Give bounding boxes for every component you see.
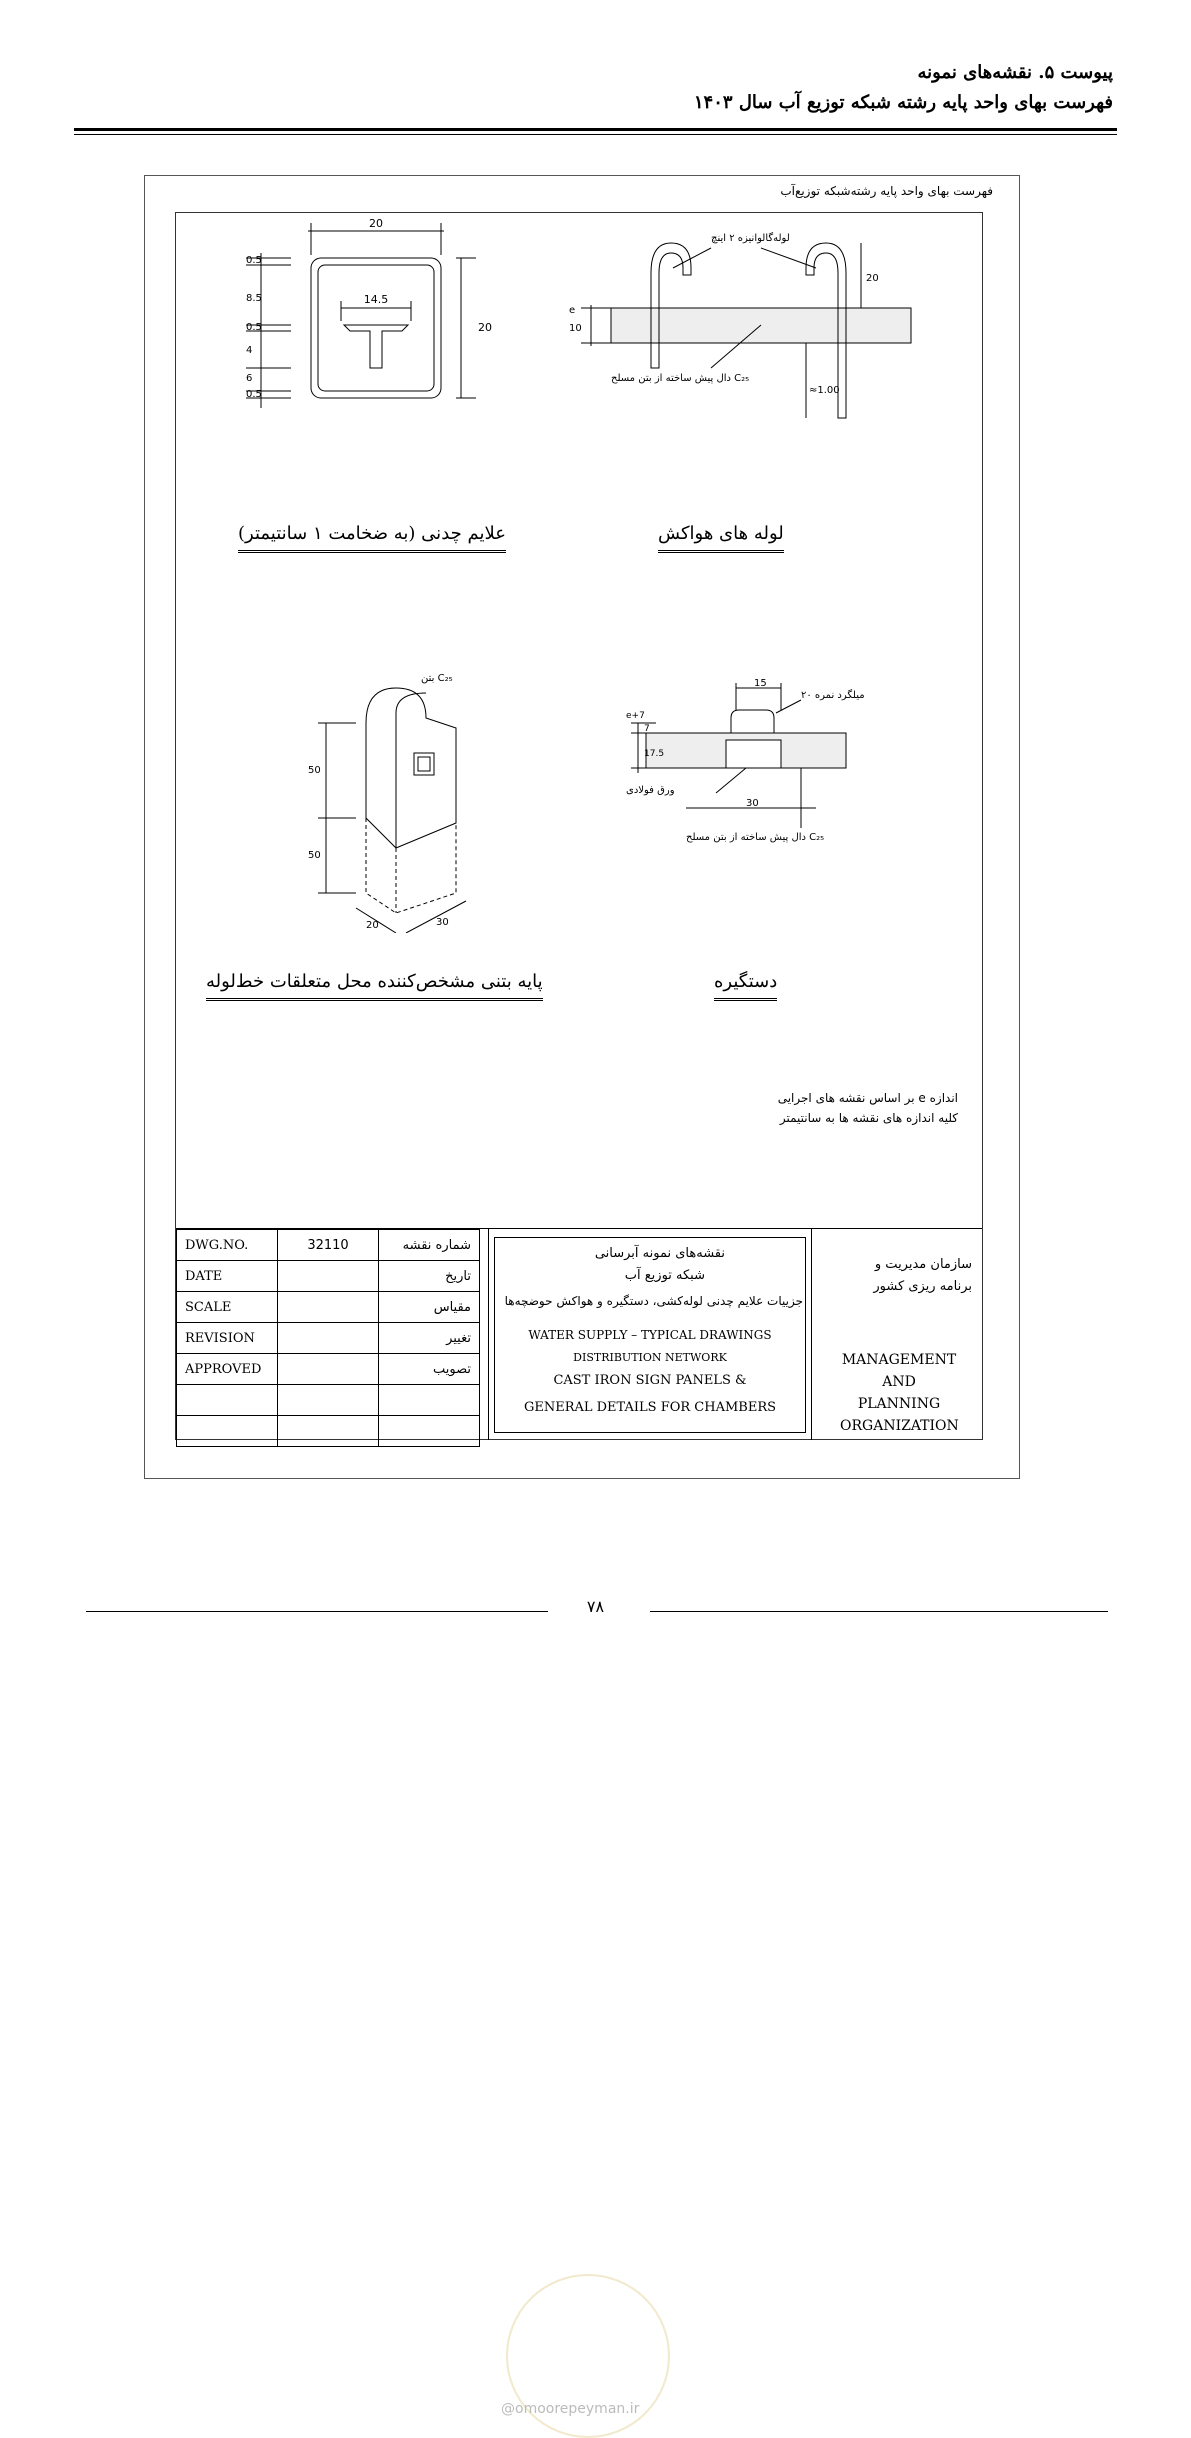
caption-concrete-post: پایه بتنی مشخص‌کننده محل متعلقات خط‌لوله <box>206 971 543 1001</box>
desc-en-3: CAST IRON SIGN PANELS & <box>553 1373 747 1388</box>
dim-sign-l3: 0.5 <box>246 322 262 333</box>
field-value <box>278 1323 379 1354</box>
note-e-dimension: اندازه e بر اساس نقشه های اجرایی <box>777 1091 958 1105</box>
label-rebar: میلگرد نمره ۲۰ <box>801 690 865 701</box>
vent-pipe-drawing <box>561 213 941 443</box>
header-line-2: فهرست بهای واحد پایه رشته شبکه توزیع آب سال ۱۴۰۳ <box>693 92 1113 113</box>
org-en: MANAGEMENT AND PLANNING ORGANIZATION <box>840 1352 959 1434</box>
sign-panel-drawing <box>216 213 526 433</box>
table-row <box>177 1416 480 1447</box>
field-label-fa: شماره نقشه <box>379 1230 480 1261</box>
field-value: 32110 <box>278 1230 379 1261</box>
dim-post-a: 20 <box>366 920 379 931</box>
dim-post-b: 30 <box>436 917 449 928</box>
dim-sign-h: 20 <box>478 321 492 334</box>
table-row <box>177 1385 480 1416</box>
handle-drawing <box>626 678 956 868</box>
field-value <box>278 1292 379 1323</box>
field-label-en: APPROVED <box>177 1354 278 1385</box>
label-slab-1: دال پیش ساخته از بتن مسلح C₂₅ <box>611 373 750 384</box>
organization-block <box>816 1229 982 1440</box>
org-fa-2: برنامه ریزی کشور <box>873 1279 972 1294</box>
table-row <box>177 1354 480 1385</box>
org-fa-1: سازمان مدیریت و <box>874 1257 972 1272</box>
page-header <box>694 58 1113 118</box>
dim-sign-l5: 6 <box>246 373 253 384</box>
dim-sign-l6: 0.5 <box>246 389 262 400</box>
page-number: ۷۸ <box>586 1597 605 1616</box>
desc-en-1: WATER SUPPLY – TYPICAL DRAWINGS <box>528 1328 772 1342</box>
field-label-fa: تصویب <box>379 1354 480 1385</box>
field-label-en: SCALE <box>177 1292 278 1323</box>
dim-vent-len: ≈1.00 <box>809 385 840 396</box>
field-label-en: DWG.NO. <box>177 1230 278 1261</box>
field-label-fa: تغییر <box>379 1323 480 1354</box>
dim-sign-w: 20 <box>369 217 383 230</box>
desc-en-4: GENERAL DETAILS FOR CHAMBERS <box>523 1400 777 1415</box>
desc-en-2: DISTRIBUTION NETWORK <box>573 1351 727 1364</box>
dim-sign-t: 14.5 <box>363 293 389 306</box>
dim-vent-e: e <box>569 305 576 316</box>
dim-vent-h: 20 <box>866 273 879 284</box>
field-label-fa: تاریخ <box>379 1261 480 1292</box>
table-row <box>177 1292 480 1323</box>
dim-sign-l4: 4 <box>246 345 253 356</box>
dim-vent-d: 10 <box>569 323 582 334</box>
watermark-text: @omoorepeyman.ir <box>501 2401 640 2417</box>
desc-fa-1: نقشه‌های نمونه آبرسانی <box>594 1246 725 1261</box>
concrete-post-drawing <box>296 633 526 933</box>
field-value <box>278 1261 379 1292</box>
dim-post-bot: 50 <box>308 850 321 861</box>
dim-sign-l2: 8.5 <box>246 293 262 304</box>
title-block-fields <box>176 1229 480 1447</box>
caption-handle: دستگیره <box>714 971 777 1001</box>
dim-handle-bot: 30 <box>746 798 759 809</box>
field-label-en: DATE <box>177 1261 278 1292</box>
header-rule-thin <box>74 134 1117 135</box>
field-label-fa: مقیاس <box>379 1292 480 1323</box>
table-row <box>177 1230 480 1261</box>
dim-handle-l2: 17.5 <box>644 749 665 759</box>
table-row <box>177 1261 480 1292</box>
label-concrete: بتن C₂₅ <box>421 673 453 684</box>
desc-fa-2: شبکه توزیع آب <box>624 1268 705 1283</box>
label-galv-pipe: لوله‌گالوانیزه ۲ اینچ <box>711 233 790 244</box>
table-row <box>177 1323 480 1354</box>
note-units: کلیه اندازه های نقشه ها به سانتیمتر <box>779 1111 958 1125</box>
dim-sign-l1: 0.5 <box>246 255 262 266</box>
dim-post-top: 50 <box>308 765 321 776</box>
dim-handle-l3: 7 <box>644 724 650 734</box>
dim-handle-top: 15 <box>754 678 767 689</box>
header-line-1: پیوست ۵. نقشه‌های نمونه <box>917 62 1113 83</box>
description-box <box>494 1237 806 1433</box>
sheet-title: فهرست بهای واحد پایه رشته‌شبکه توزیع‌آب <box>780 184 993 198</box>
desc-fa-3: جزییات علایم چدنی لوله‌کشی، دستگیره و هواکش حوضچه‌ها <box>504 1294 803 1308</box>
drawing-description <box>488 1229 812 1440</box>
footer-rule-right <box>650 1611 1108 1612</box>
caption-sign-panels: علایم چدنی (به ضخامت ۱ سانتیمتر) <box>238 523 506 553</box>
field-value <box>278 1354 379 1385</box>
label-steel-sheet: ورق فولادی <box>626 785 675 796</box>
label-slab-2: دال پیش ساخته از بتن مسلح C₂₅ <box>686 832 825 843</box>
field-label-en: REVISION <box>177 1323 278 1354</box>
header-rule-thick <box>74 128 1117 131</box>
caption-vent-pipes: لوله های هواکش <box>658 523 784 553</box>
dim-handle-l1: e+7 <box>626 711 645 721</box>
